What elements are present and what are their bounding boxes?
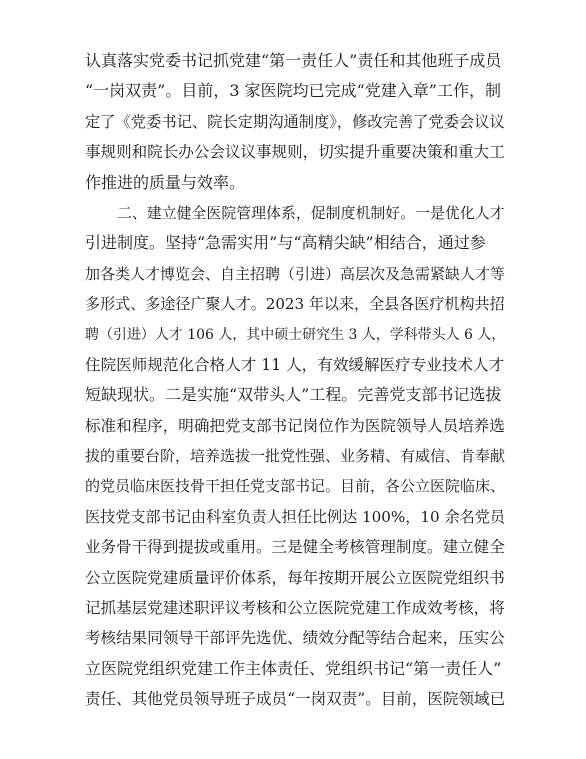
text-line: 聘（引进）人才 106 人，其中硕士研究生 3 人，学科带头人 6 人， [85, 326, 506, 343]
text-line: “一岗双责”。目前，3 家医院均已完成“党建入章”工作，制 [85, 81, 501, 101]
text-line: 短缺现状。二是实施“双带头人”工程。完善党支部书记选拔 [85, 385, 502, 405]
text-line: 认真落实党委书记抓党建“第一责任人”责任和其他班子成员 [85, 51, 502, 70]
text-line: 记抓基层党建述职评议考核和公立医院党建工作成效考核，将 [85, 599, 505, 618]
text-line: 的党员临床医技骨干担任党支部书记。目前，各公立医院临床、 [85, 477, 506, 496]
section-heading-line: 二、建立健全医院管理体系，促制度机制好。一是优化人才 [117, 203, 505, 222]
text-line: 公立医院党建质量评价体系，每年按期开展公立医院党组织书 [85, 568, 505, 587]
text-line: 责任、其他党员领导班子成员“一岗双责”。目前，医院领域已 [85, 690, 506, 709]
text-line: 作推进的质量与效率。 [85, 172, 246, 192]
text-line: 多形式、多途径广聚人才。2023 年以来，全县各医疗机构共招 [85, 295, 505, 314]
text-line: 标准和程序，明确把党支部书记岗位作为医院领导人员培养选 [85, 416, 505, 435]
text-line: 引进制度。坚持“急需实用”与“高精尖缺”相结合，通过参 [85, 233, 486, 253]
text-line: 加各类人才博览会、自主招聘（引进）高层次及急需紧缺人才等 [85, 264, 506, 283]
text-line: 医技党支部书记由科室负责人担任比例达 100%，10 余名党员 [85, 507, 505, 526]
text-line: 定了《党委书记、院长定期沟通制度》，修改完善了党委会议议 [85, 112, 505, 131]
text-line: 住院医师规范化合格人才 11 人，有效缓解医疗专业技术人才 [85, 355, 505, 374]
text-line: 立医院党组织党建工作主体责任、党组织书记“第一责任人” [85, 658, 502, 678]
text-line: 考核结果同领导干部评先选优、绩效分配等结合起来，压实公 [85, 629, 505, 648]
body-text [85, 51, 505, 720]
text-line: 业务骨干得到提拔或重用。三是健全考核管理制度。建立健全 [85, 538, 505, 557]
text-line: 拔的重要台阶，培养选拔一批党性强、业务精、有威信、肯奉献 [85, 447, 506, 466]
text-line: 事规则和院长办公会议议事规则，切实提升重要决策和重大工 [85, 143, 505, 162]
